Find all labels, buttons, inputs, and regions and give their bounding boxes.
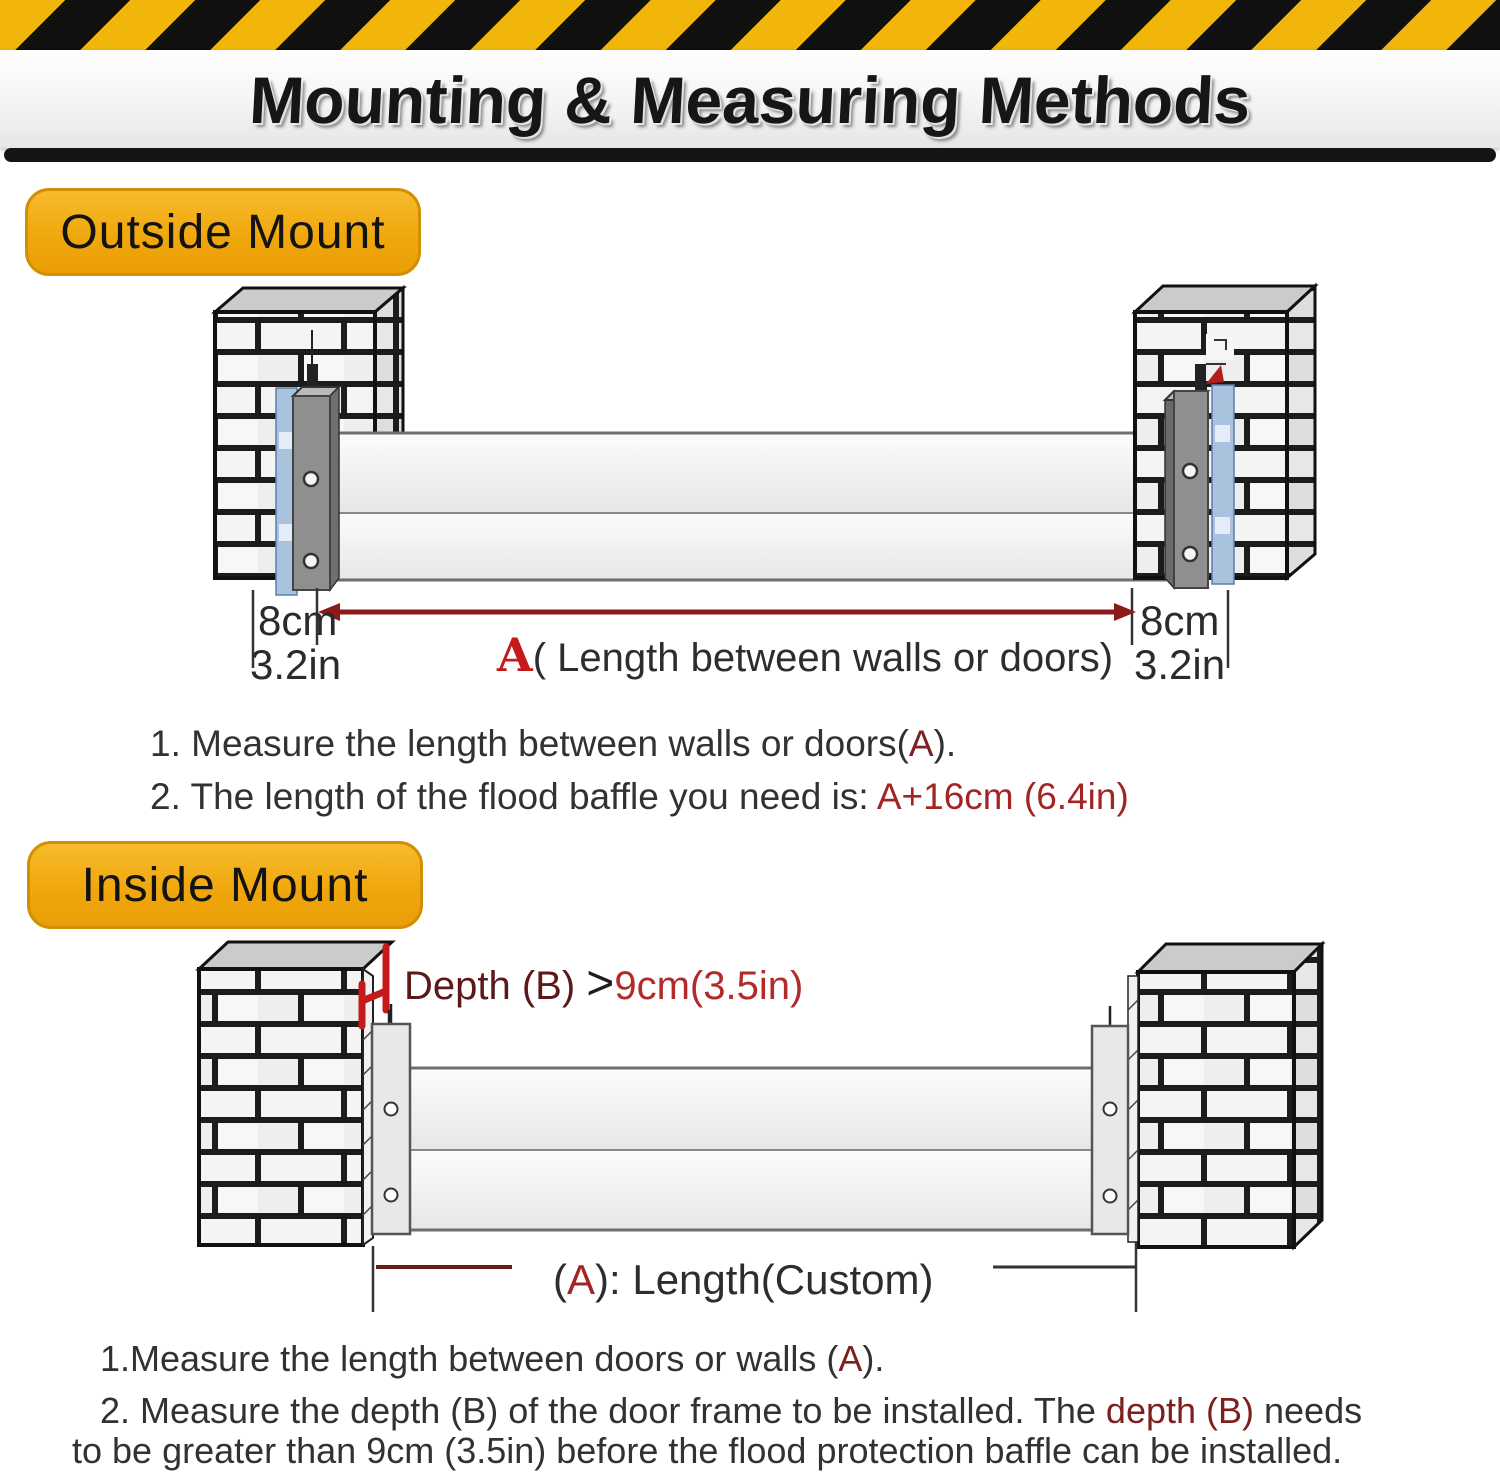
inside-left-channel — [372, 1004, 410, 1234]
outside-left-offset-in: 3.2in — [250, 641, 342, 688]
screw-hole — [304, 554, 318, 568]
header-divider-bar — [4, 148, 1496, 162]
screw-hole — [304, 472, 318, 486]
inside-step-2-line-1: 2. Measure the depth (B) of the door frame to be installed. The depth (B) needs — [100, 1390, 1363, 1431]
outside-left-offset-cm: 8cm — [258, 597, 338, 644]
inside-step-1: 1.Measure the length between doors or walls (A). — [100, 1338, 885, 1379]
outside-step-1: 1. Measure the length between walls or doors(A). — [150, 723, 957, 764]
inside-mount-badge — [27, 841, 423, 929]
outside-right-offset-in: 3.2in — [1134, 641, 1226, 688]
screw-hole — [1104, 1103, 1117, 1116]
screw-hole — [1183, 464, 1197, 478]
page-title: Mounting & Measuring Methods — [247, 63, 1253, 137]
length-A-arrow — [318, 603, 1136, 621]
inside-right-pillar — [1128, 944, 1322, 1247]
inside-step-2-line-2: to be greater than 9cm (3.5in) before the flood protection baffle can be installed. — [72, 1430, 1343, 1471]
screw-hole — [385, 1103, 398, 1116]
inside-flood-barrier — [409, 1068, 1093, 1230]
outside-flood-barrier — [330, 433, 1165, 580]
inside-length-label: (A): Length(Custom) — [553, 1256, 934, 1303]
inside-right-channel — [1092, 1006, 1128, 1234]
brick-notch — [1206, 334, 1234, 360]
length-letter-A: A — [497, 628, 533, 682]
outside-mount-badge-label: Outside Mount — [60, 205, 386, 259]
outside-right-offset-cm: 8cm — [1140, 597, 1220, 644]
depth-label: Depth (B) >9cm(3.5in) — [404, 957, 804, 1010]
inside-mount-badge-label: Inside Mount — [81, 858, 369, 912]
outside-length-label: A( Length between walls or doors) — [497, 628, 1114, 682]
hazard-tape-stripe — [0, 0, 1500, 52]
screw-hole — [1104, 1190, 1117, 1203]
outside-mount-diagram — [0, 280, 1500, 680]
screw-hole — [385, 1189, 398, 1202]
outside-right-wall-seal — [1212, 385, 1234, 584]
screw-hole — [1183, 547, 1197, 561]
outside-mount-badge — [25, 188, 421, 276]
outside-step-2: 2. The length of the flood baffle you need is: A+16cm (6.4in) — [150, 776, 1129, 817]
greater-than-symbol: > — [586, 957, 615, 1010]
